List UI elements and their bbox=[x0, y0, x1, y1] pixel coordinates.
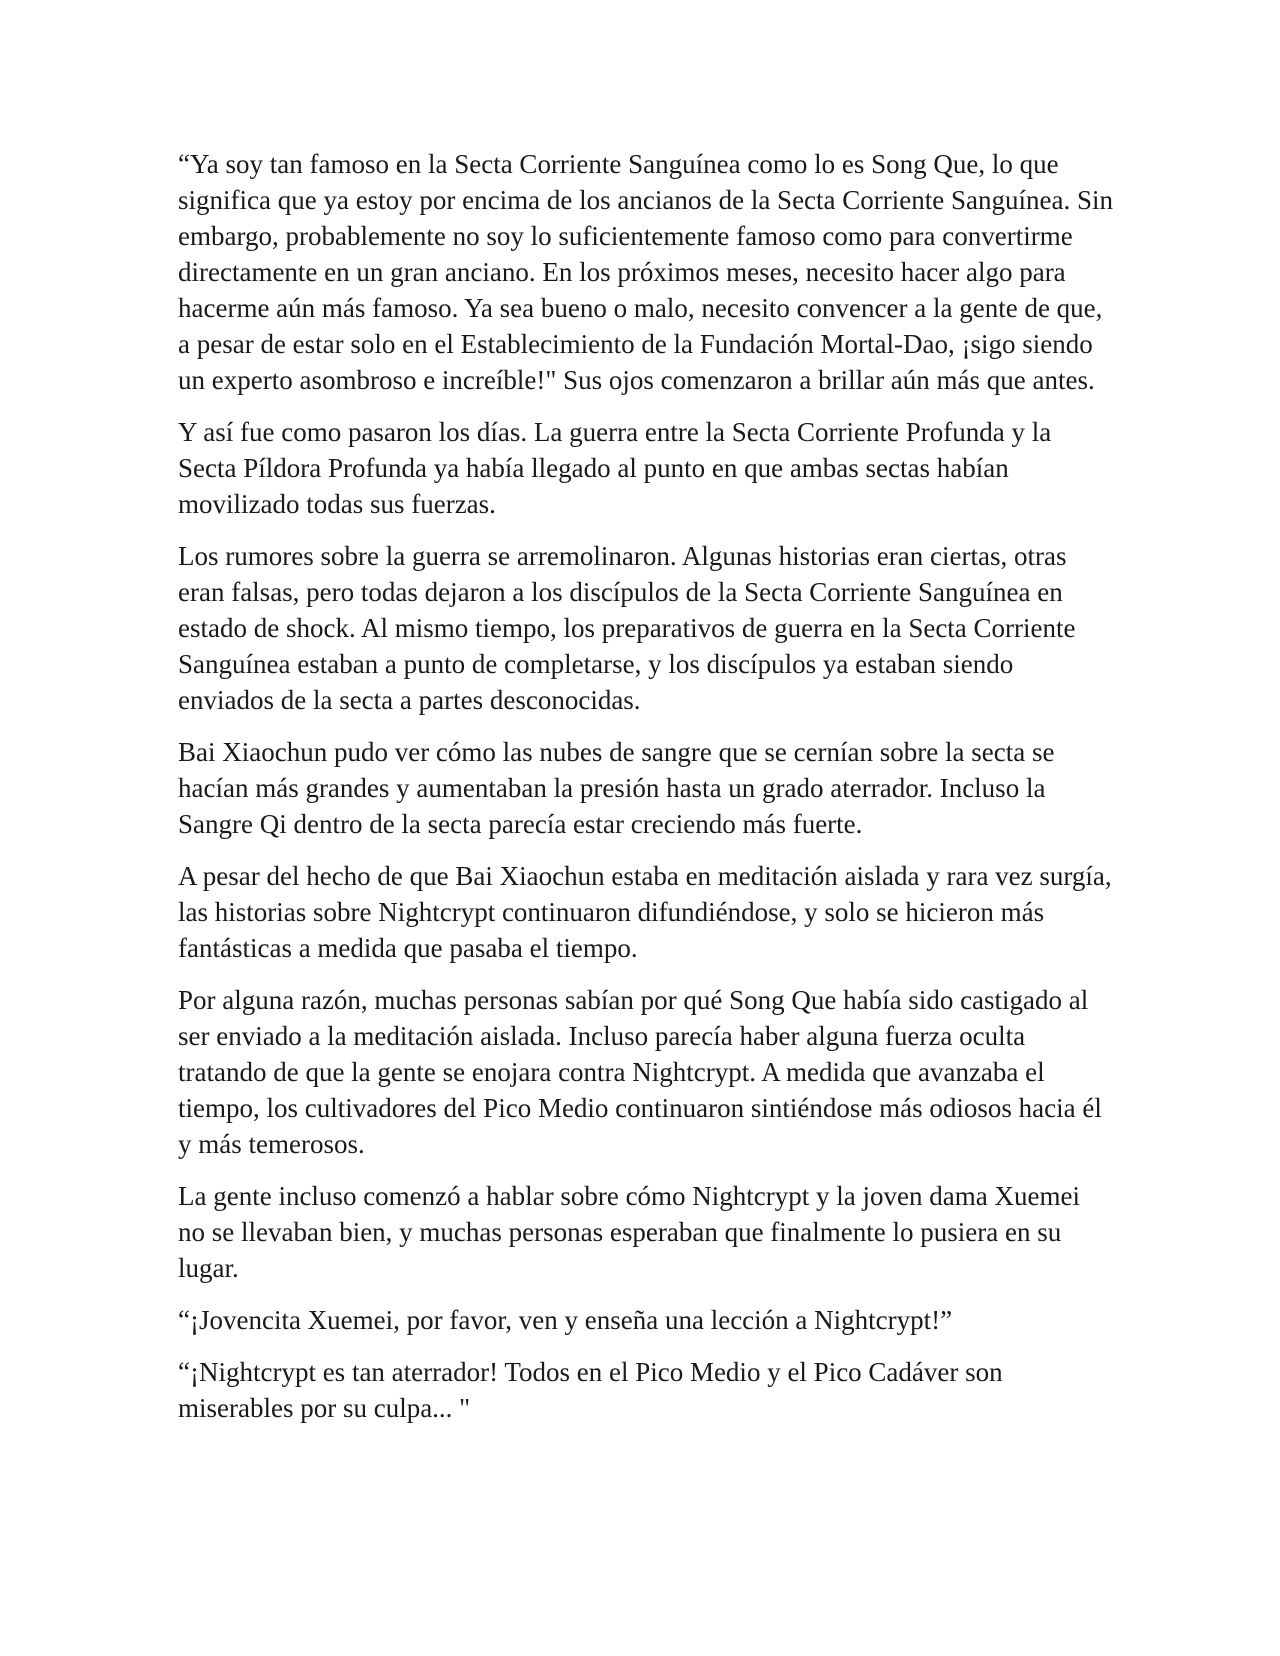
paragraph: Bai Xiaochun pudo ver cómo las nubes de sangre que se cernían sobre la secta se hacían más grandes y aumentaban la presión hasta un grado aterrador. Incluso la Sangre Qi dentro de la secta parecía estar creciendo más fuerte. bbox=[178, 737, 1055, 839]
paragraph: Los rumores sobre la guerra se arremolinaron. Algunas historias eran ciertas, otras eran falsas, pero todas dejaron a los discípulos de la Secta Corriente Sanguínea en estado de shock. Al mismo tiempo, los preparativos de guerra en la Secta Corriente Sanguínea estaban a punto de completarse, y los discípulos ya estaban siendo enviados de la secta a partes desconocidas. bbox=[178, 541, 1076, 715]
paragraph: La gente incluso comenzó a hablar sobre cómo Nightcrypt y la joven dama Xuemei no se llevaban bien, y muchas personas esperaban que finalmente lo pusiera en su lugar. bbox=[178, 1181, 1080, 1283]
paragraph: “Ya soy tan famoso en la Secta Corriente Sanguínea como lo es Song Que, lo que significa que ya estoy por encima de los ancianos de la Secta Corriente Sanguínea. Sin embargo, probablemente no soy lo suficientemente famoso como para convertirme directamente en un gran anciano. En los próximos meses, necesito hacer algo para hacerme aún más famoso. Ya sea bueno o malo, necesito convencer a la gente de que, a pesar de estar solo en el Establecimiento de la Fundación Mortal-Dao, ¡sigo siendo un experto asombroso e increíble!" Sus ojos comenzaron a brillar aún más que antes. bbox=[178, 149, 1113, 395]
dialogue-line: “¡Nightcrypt es tan aterrador! Todos en el Pico Medio y el Pico Cadáver son miserables por su culpa... " bbox=[178, 1357, 1003, 1423]
paragraph: A pesar del hecho de que Bai Xiaochun estaba en meditación aislada y rara vez surgía, las historias sobre Nightcrypt continuaron difundiéndose, y solo se hicieron más fantásticas a medida que pasaba el tiempo. bbox=[178, 861, 1112, 963]
dialogue-line: “¡Jovencita Xuemei, por favor, ven y enseña una lección a Nightcrypt!” bbox=[178, 1305, 953, 1335]
paragraph: Y así fue como pasaron los días. La guerra entre la Secta Corriente Profunda y la Secta Píldora Profunda ya había llegado al punto en que ambas sectas habían movilizado todas sus fuerzas. bbox=[178, 417, 1052, 519]
paragraph: Por alguna razón, muchas personas sabían por qué Song Que había sido castigado al ser enviado a la meditación aislada. Incluso parecía haber alguna fuerza oculta tratando de que la gente se enojara contra Nightcrypt. A medida que avanzaba el tiempo, los cultivadores del Pico Medio continuaron sintiéndose más odiosos hacia él y más temerosos. bbox=[178, 985, 1102, 1159]
document-body bbox=[178, 146, 1113, 1442]
